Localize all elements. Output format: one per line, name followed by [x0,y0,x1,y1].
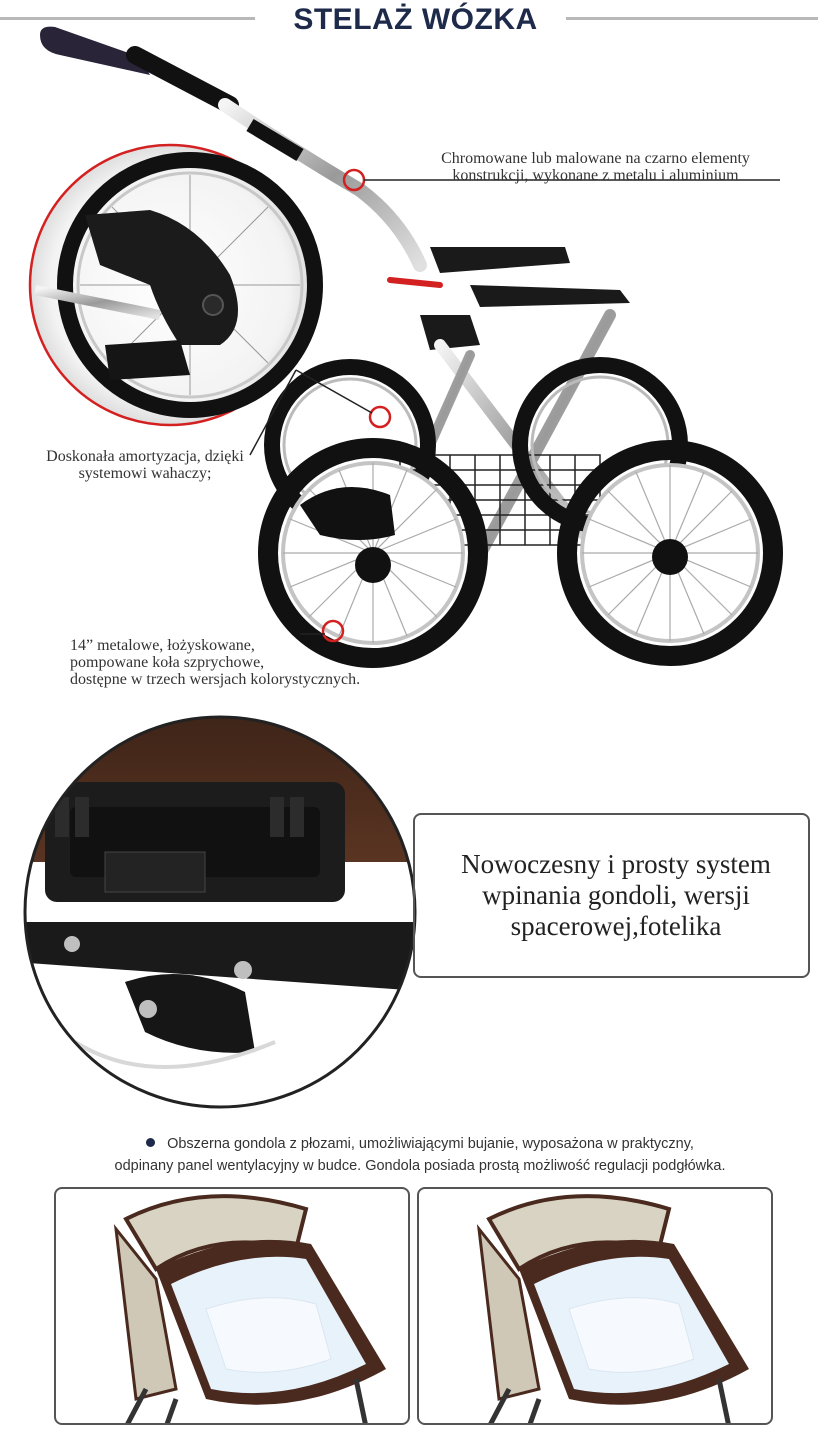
frame-annotation [398,150,793,184]
gondola-illustration-left [56,1189,410,1425]
frame-annotation-line2: konstrukcji, wykonane z metalu i aluminium [452,167,739,184]
mount-system-photo [15,712,435,1112]
gondola-description-line1: Obszerna gondola z płozami, umożliwiającymi bujanie, wyposażona w praktyczny, [167,1136,694,1152]
gondola-photo-left [54,1187,410,1425]
mount-system-text [436,849,796,942]
bullet-icon [146,1138,155,1147]
gondola-illustration-right [419,1189,773,1425]
frame-annotation-line1: Chromowane lub malowane na czarno elementy [441,150,750,167]
wheels-annotation [70,637,470,688]
page-title: STELAŻ WÓZKA [293,3,538,36]
suspension-annotation [15,448,275,482]
wheels-annotation-line1: 14” metalowe, łożyskowane, [70,637,255,654]
gondola-photo-right [417,1187,773,1425]
mount-system-line3: spacerowej,fotelika [510,911,722,941]
mount-system-line1: Nowoczesny i prosty system [461,849,771,879]
gondola-description [40,1133,800,1177]
mount-system-line2: wpinania gondoli, wersji [482,880,750,910]
suspension-annotation-line2: systemowi wahaczy; [78,465,212,482]
wheels-annotation-line3: dostępne w trzech wersjach kolorystycznych. [70,671,361,688]
gondola-description-line2: odpinany panel wentylacyjny w budce. Gondola posiada prostą możliwość regulacji podgłówka. [114,1158,726,1174]
wheels-annotation-line2: pompowane koła szprychowe, [70,654,265,671]
suspension-annotation-line1: Doskonała amortyzacja, dzięki [46,448,244,465]
stroller-frame-illustration [0,15,831,705]
mount-system-box [413,813,810,978]
